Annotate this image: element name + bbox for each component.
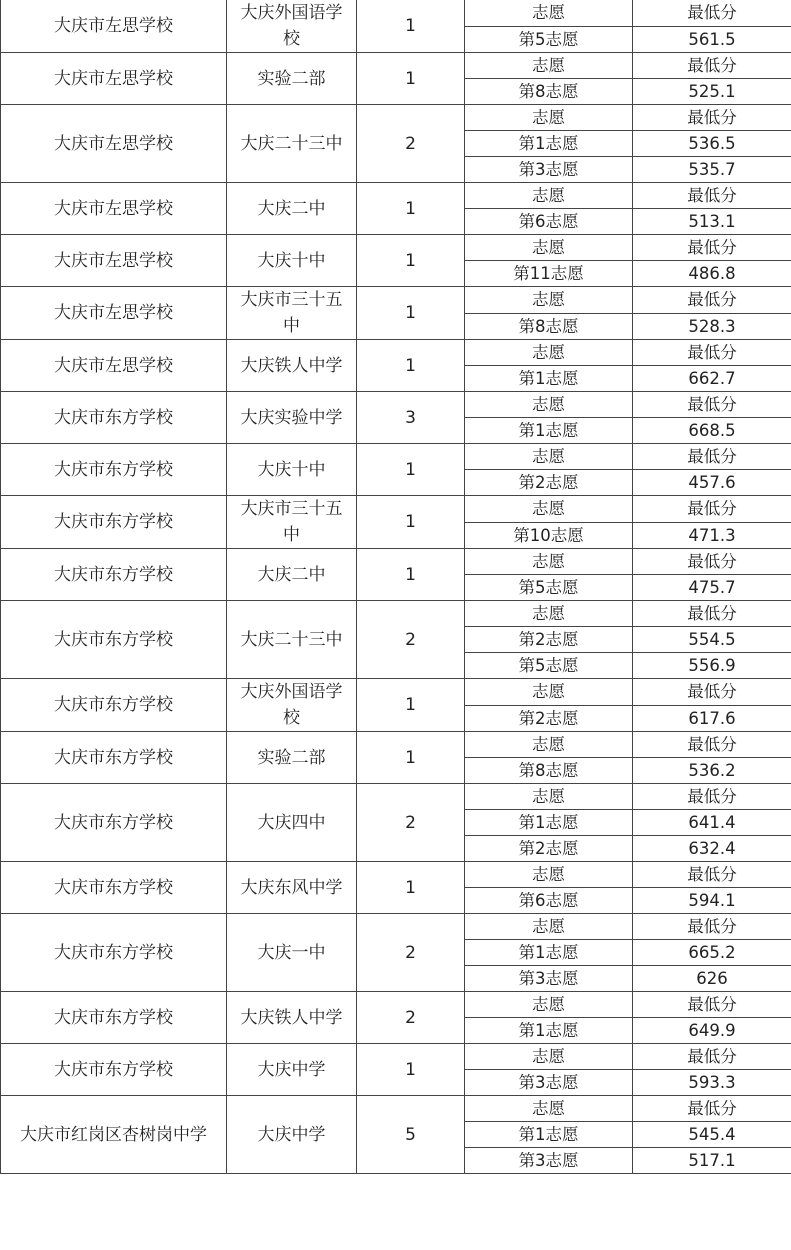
min-score-cell: 632.4 [633, 836, 791, 862]
target-school-cell: 大庆二中 [227, 183, 357, 235]
table-row [1, 496, 791, 523]
admit-count-cell: 1 [357, 862, 465, 914]
source-school-cell: 大庆市东方学校 [1, 679, 227, 732]
min-score-cell: 536.2 [633, 758, 791, 784]
table-row [1, 914, 791, 940]
source-school-cell: 大庆市东方学校 [1, 392, 227, 444]
source-school-cell: 大庆市东方学校 [1, 1044, 227, 1096]
target-school-cell: 大庆外国语学校 [227, 0, 357, 53]
choice-cell: 第1志愿 [465, 366, 633, 392]
target-school-cell: 实验二部 [227, 732, 357, 784]
score-header-cell: 最低分 [633, 1096, 791, 1122]
choice-header-cell: 志愿 [465, 287, 633, 314]
choice-header-cell: 志愿 [465, 914, 633, 940]
source-school-cell: 大庆市东方学校 [1, 914, 227, 992]
target-school-cell: 大庆东风中学 [227, 862, 357, 914]
target-school-cell: 大庆铁人中学 [227, 340, 357, 392]
admit-count-cell: 2 [357, 784, 465, 862]
min-score-cell: 513.1 [633, 209, 791, 235]
admit-count-cell: 1 [357, 183, 465, 235]
min-score-cell: 662.7 [633, 366, 791, 392]
admit-count-cell: 2 [357, 914, 465, 992]
score-header-cell: 最低分 [633, 914, 791, 940]
table-row [1, 183, 791, 209]
choice-header-cell: 志愿 [465, 496, 633, 523]
table-row [1, 392, 791, 418]
table-row [1, 862, 791, 888]
score-header-cell: 最低分 [633, 992, 791, 1018]
target-school-cell: 大庆中学 [227, 1096, 357, 1174]
choice-cell: 第5志愿 [465, 575, 633, 601]
source-school-cell: 大庆市东方学校 [1, 992, 227, 1044]
choice-cell: 第3志愿 [465, 966, 633, 992]
score-header-cell: 最低分 [633, 392, 791, 418]
choice-cell: 第10志愿 [465, 522, 633, 549]
choice-header-cell: 志愿 [465, 235, 633, 261]
choice-header-cell: 志愿 [465, 105, 633, 131]
choice-header-cell: 志愿 [465, 183, 633, 209]
min-score-cell: 626 [633, 966, 791, 992]
admit-count-cell: 2 [357, 105, 465, 183]
admit-count-cell: 1 [357, 0, 465, 53]
score-header-cell: 最低分 [633, 784, 791, 810]
table-row [1, 1044, 791, 1070]
choice-cell: 第1志愿 [465, 940, 633, 966]
score-header-cell: 最低分 [633, 444, 791, 470]
table-row [1, 235, 791, 261]
choice-cell: 第11志愿 [465, 261, 633, 287]
min-score-cell: 665.2 [633, 940, 791, 966]
target-school-cell: 大庆一中 [227, 914, 357, 992]
min-score-cell: 545.4 [633, 1122, 791, 1148]
source-school-cell: 大庆市左思学校 [1, 0, 227, 53]
choice-cell: 第1志愿 [465, 1122, 633, 1148]
score-header-cell: 最低分 [633, 0, 791, 26]
min-score-cell: 536.5 [633, 131, 791, 157]
source-school-cell: 大庆市左思学校 [1, 53, 227, 105]
score-header-cell: 最低分 [633, 340, 791, 366]
choice-cell: 第1志愿 [465, 131, 633, 157]
choice-cell: 第1志愿 [465, 418, 633, 444]
table-row [1, 601, 791, 627]
admit-count-cell: 2 [357, 601, 465, 679]
choice-cell: 第3志愿 [465, 1070, 633, 1096]
min-score-cell: 668.5 [633, 418, 791, 444]
score-header-cell: 最低分 [633, 1044, 791, 1070]
target-school-cell: 大庆十中 [227, 235, 357, 287]
choice-cell: 第2志愿 [465, 836, 633, 862]
min-score-cell: 556.9 [633, 653, 791, 679]
source-school-cell: 大庆市左思学校 [1, 235, 227, 287]
min-score-cell: 486.8 [633, 261, 791, 287]
choice-header-cell: 志愿 [465, 0, 633, 26]
score-header-cell: 最低分 [633, 496, 791, 523]
target-school-cell: 大庆外国语学校 [227, 679, 357, 732]
source-school-cell: 大庆市东方学校 [1, 444, 227, 496]
target-school-cell: 大庆市三十五中 [227, 287, 357, 340]
admit-count-cell: 1 [357, 340, 465, 392]
score-header-cell: 最低分 [633, 679, 791, 706]
admit-count-cell: 3 [357, 392, 465, 444]
score-header-cell: 最低分 [633, 53, 791, 79]
score-header-cell: 最低分 [633, 183, 791, 209]
source-school-cell: 大庆市左思学校 [1, 287, 227, 340]
min-score-cell: 649.9 [633, 1018, 791, 1044]
table-row [1, 444, 791, 470]
admit-count-cell: 1 [357, 549, 465, 601]
min-score-cell: 517.1 [633, 1148, 791, 1174]
min-score-cell: 471.3 [633, 522, 791, 549]
table-row [1, 287, 791, 314]
target-school-cell: 大庆二十三中 [227, 601, 357, 679]
table-row [1, 53, 791, 79]
admit-count-cell: 1 [357, 287, 465, 340]
choice-header-cell: 志愿 [465, 392, 633, 418]
source-school-cell: 大庆市东方学校 [1, 601, 227, 679]
score-header-cell: 最低分 [633, 105, 791, 131]
choice-cell: 第1志愿 [465, 810, 633, 836]
source-school-cell: 大庆市左思学校 [1, 183, 227, 235]
table-row [1, 784, 791, 810]
admit-count-cell: 1 [357, 496, 465, 549]
choice-cell: 第3志愿 [465, 157, 633, 183]
choice-cell: 第6志愿 [465, 888, 633, 914]
min-score-cell: 528.3 [633, 313, 791, 340]
choice-cell: 第2志愿 [465, 705, 633, 732]
min-score-cell: 457.6 [633, 470, 791, 496]
min-score-cell: 554.5 [633, 627, 791, 653]
choice-cell: 第2志愿 [465, 627, 633, 653]
target-school-cell: 大庆铁人中学 [227, 992, 357, 1044]
choice-header-cell: 志愿 [465, 732, 633, 758]
admit-count-cell: 1 [357, 679, 465, 732]
table-body [1, 0, 791, 1174]
table-row [1, 732, 791, 758]
choice-header-cell: 志愿 [465, 601, 633, 627]
table-row [1, 0, 791, 26]
source-school-cell: 大庆市红岗区杏树岗中学 [1, 1096, 227, 1174]
score-header-cell: 最低分 [633, 732, 791, 758]
admit-count-cell: 2 [357, 992, 465, 1044]
target-school-cell: 实验二部 [227, 53, 357, 105]
choice-header-cell: 志愿 [465, 444, 633, 470]
admit-count-cell: 5 [357, 1096, 465, 1174]
min-score-cell: 525.1 [633, 79, 791, 105]
choice-cell: 第3志愿 [465, 1148, 633, 1174]
choice-header-cell: 志愿 [465, 549, 633, 575]
min-score-cell: 641.4 [633, 810, 791, 836]
choice-cell: 第6志愿 [465, 209, 633, 235]
source-school-cell: 大庆市东方学校 [1, 732, 227, 784]
source-school-cell: 大庆市东方学校 [1, 862, 227, 914]
table-row [1, 992, 791, 1018]
source-school-cell: 大庆市东方学校 [1, 496, 227, 549]
min-score-cell: 594.1 [633, 888, 791, 914]
source-school-cell: 大庆市左思学校 [1, 105, 227, 183]
choice-cell: 第8志愿 [465, 313, 633, 340]
table-row [1, 1096, 791, 1122]
min-score-cell: 593.3 [633, 1070, 791, 1096]
admit-count-cell: 1 [357, 444, 465, 496]
target-school-cell: 大庆四中 [227, 784, 357, 862]
choice-cell: 第5志愿 [465, 26, 633, 53]
admit-count-cell: 1 [357, 235, 465, 287]
source-school-cell: 大庆市东方学校 [1, 784, 227, 862]
choice-header-cell: 志愿 [465, 679, 633, 706]
min-score-cell: 617.6 [633, 705, 791, 732]
admit-count-cell: 1 [357, 732, 465, 784]
table-row [1, 679, 791, 706]
choice-header-cell: 志愿 [465, 1044, 633, 1070]
admit-count-cell: 1 [357, 53, 465, 105]
source-school-cell: 大庆市东方学校 [1, 549, 227, 601]
choice-cell: 第5志愿 [465, 653, 633, 679]
score-header-cell: 最低分 [633, 235, 791, 261]
target-school-cell: 大庆十中 [227, 444, 357, 496]
choice-header-cell: 志愿 [465, 992, 633, 1018]
min-score-cell: 561.5 [633, 26, 791, 53]
source-school-cell: 大庆市左思学校 [1, 340, 227, 392]
target-school-cell: 大庆实验中学 [227, 392, 357, 444]
target-school-cell: 大庆二中 [227, 549, 357, 601]
target-school-cell: 大庆中学 [227, 1044, 357, 1096]
min-score-cell: 535.7 [633, 157, 791, 183]
choice-cell: 第8志愿 [465, 758, 633, 784]
admit-count-cell: 1 [357, 1044, 465, 1096]
choice-header-cell: 志愿 [465, 1096, 633, 1122]
table-row [1, 549, 791, 575]
target-school-cell: 大庆市三十五中 [227, 496, 357, 549]
score-header-cell: 最低分 [633, 601, 791, 627]
table-row [1, 105, 791, 131]
choice-header-cell: 志愿 [465, 862, 633, 888]
target-school-cell: 大庆二十三中 [227, 105, 357, 183]
choice-cell: 第8志愿 [465, 79, 633, 105]
table-row [1, 340, 791, 366]
score-header-cell: 最低分 [633, 287, 791, 314]
choice-header-cell: 志愿 [465, 53, 633, 79]
choice-cell: 第2志愿 [465, 470, 633, 496]
score-header-cell: 最低分 [633, 862, 791, 888]
choice-header-cell: 志愿 [465, 784, 633, 810]
choice-header-cell: 志愿 [465, 340, 633, 366]
choice-cell: 第1志愿 [465, 1018, 633, 1044]
min-score-cell: 475.7 [633, 575, 791, 601]
score-header-cell: 最低分 [633, 549, 791, 575]
